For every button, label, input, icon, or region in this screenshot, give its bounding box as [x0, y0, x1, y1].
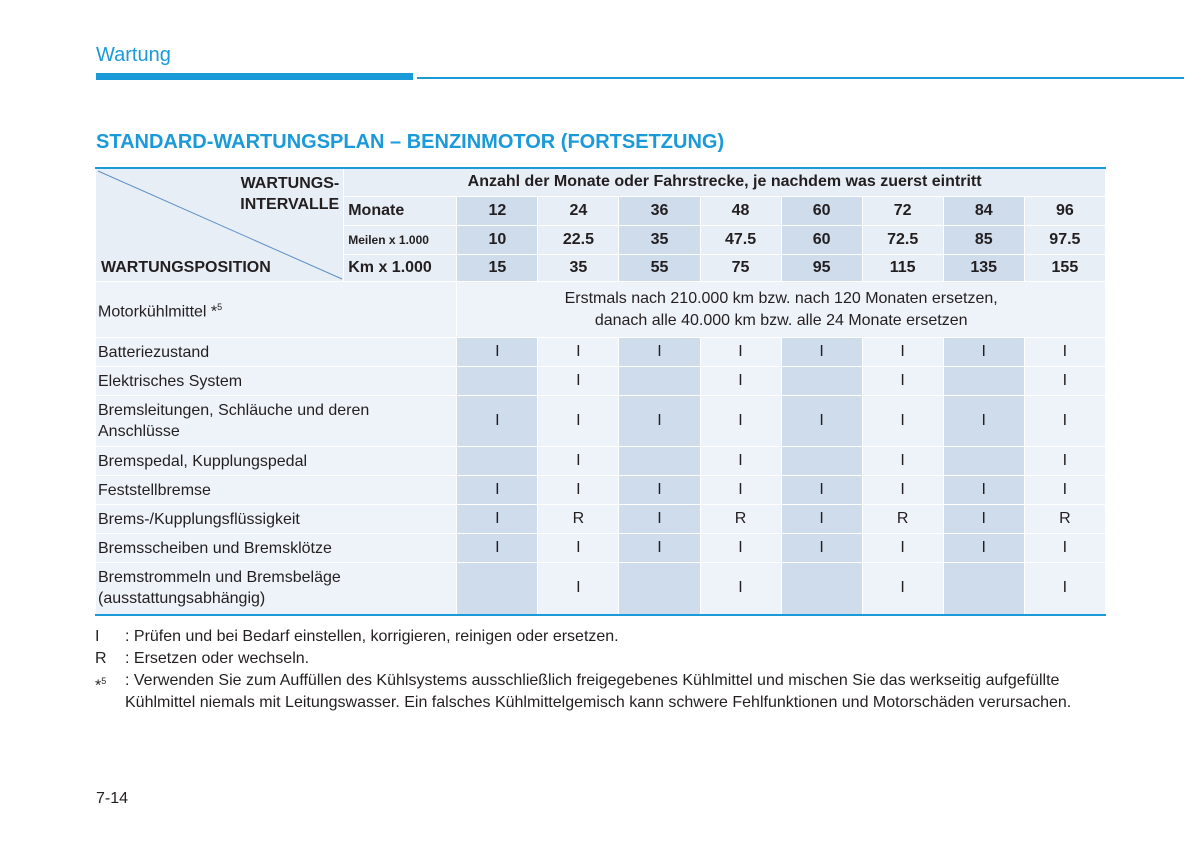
span-header: Anzahl der Monate oder Fahrstrecke, je nachdem was zuerst eintritt [344, 168, 1106, 196]
interval-cell: I [862, 447, 943, 476]
interval-cell [943, 447, 1024, 476]
header-value-cell: 10 [457, 226, 538, 254]
header-value-cell: 24 [538, 196, 619, 225]
row-item-label: Batteriezustand [96, 338, 457, 367]
header-value-cell: 48 [700, 196, 781, 225]
interval-cell: I [781, 476, 862, 505]
note-coolant-sup: 5 [101, 676, 107, 686]
interval-cell: I [1024, 396, 1105, 447]
note-replace [95, 648, 1095, 670]
section-title: Wartung [96, 44, 171, 66]
coolant-footnote-ref: 5 [217, 301, 223, 312]
interval-cell [619, 563, 700, 615]
table-row [96, 447, 1106, 476]
interval-cell: I [1024, 563, 1105, 615]
interval-cell: I [700, 447, 781, 476]
interval-cell: I [538, 534, 619, 563]
header-value-cell: 135 [943, 254, 1024, 281]
interval-cell [457, 563, 538, 615]
note-inspect [95, 626, 1095, 648]
header-label-km: Km x 1.000 [344, 254, 457, 281]
header-value-cell: 84 [943, 196, 1024, 225]
interval-cell: I [943, 396, 1024, 447]
interval-cell: I [700, 476, 781, 505]
interval-cell: I [943, 505, 1024, 534]
header-value-cell: 36 [619, 196, 700, 225]
interval-cell: I [538, 447, 619, 476]
interval-cell: I [700, 338, 781, 367]
interval-cell: I [1024, 476, 1105, 505]
row-item-label: Bremsscheiben und Bremsklötze [96, 534, 457, 563]
interval-cell [781, 447, 862, 476]
legend-notes [95, 626, 1095, 714]
corner-header [96, 168, 344, 282]
coolant-instruction-line1: Erstmals nach 210.000 km bzw. nach 120 Monaten ersetzen, [564, 289, 998, 307]
header-label-meilen: Meilen x 1.000 [344, 226, 457, 254]
header-value-cell: 95 [781, 254, 862, 281]
note-inspect-text: : Prüfen und bei Bedarf einstellen, korrigieren, reinigen oder ersetzen. [125, 628, 619, 645]
interval-cell: I [1024, 447, 1105, 476]
header-value-cell: 60 [781, 226, 862, 254]
header-label-monate: Monate [344, 196, 457, 225]
header-value-cell: 72.5 [862, 226, 943, 254]
header-value-cell: 12 [457, 196, 538, 225]
row-item-label: Bremsleitungen, Schläuche und deren Anschlüsse [96, 396, 457, 447]
header-value-cell: 155 [1024, 254, 1105, 281]
header-value-cell: 85 [943, 226, 1024, 254]
maintenance-table [95, 167, 1106, 616]
interval-cell [781, 563, 862, 615]
interval-cell: I [700, 563, 781, 615]
header-value-cell: 60 [781, 196, 862, 225]
row-item-coolant [96, 282, 457, 338]
note-coolant-asterisk: * [95, 677, 102, 695]
interval-cell: I [457, 338, 538, 367]
interval-cell: R [862, 505, 943, 534]
interval-cell: I [619, 534, 700, 563]
interval-cell [943, 367, 1024, 396]
interval-cell: I [457, 505, 538, 534]
interval-cell: I [700, 367, 781, 396]
interval-cell [457, 447, 538, 476]
header-value-cell: 22.5 [538, 226, 619, 254]
table-row [96, 563, 1106, 615]
interval-cell [619, 447, 700, 476]
interval-cell: I [457, 534, 538, 563]
interval-cell: I [943, 534, 1024, 563]
interval-cell: I [862, 534, 943, 563]
header-value-cell: 96 [1024, 196, 1105, 225]
note-replace-text: : Ersetzen oder wechseln. [125, 650, 310, 667]
interval-cell: R [538, 505, 619, 534]
interval-cell: I [538, 338, 619, 367]
interval-cell: I [538, 396, 619, 447]
interval-cell: I [457, 476, 538, 505]
note-replace-key: R [95, 650, 107, 667]
header-value-cell: 75 [700, 254, 781, 281]
corner-top-line1: WARTUNGS- [240, 175, 340, 192]
header-value-cell: 97.5 [1024, 226, 1105, 254]
interval-cell: I [943, 476, 1024, 505]
interval-cell: I [538, 367, 619, 396]
table-row [96, 505, 1106, 534]
interval-cell: I [1024, 534, 1105, 563]
coolant-label: Motorkühlmittel * [98, 303, 218, 321]
corner-top-label [240, 173, 339, 215]
header-value-cell: 72 [862, 196, 943, 225]
table-row [96, 338, 1106, 367]
interval-cell [619, 367, 700, 396]
interval-cell: I [781, 338, 862, 367]
header-value-cell: 47.5 [700, 226, 781, 254]
page-number: 7-14 [96, 790, 129, 807]
table-row [96, 534, 1106, 563]
interval-cell: I [862, 338, 943, 367]
header-value-cell: 35 [619, 226, 700, 254]
plan-title: STANDARD-WARTUNGSPLAN – BENZINMOTOR (FORTSETZUNG) [96, 131, 725, 153]
header-value-cell: 15 [457, 254, 538, 281]
interval-cell: I [862, 563, 943, 615]
interval-cell: I [1024, 338, 1105, 367]
interval-cell: R [1024, 505, 1105, 534]
interval-cell: I [700, 534, 781, 563]
note-coolant-text: : Verwenden Sie zum Auffüllen des Kühlsystems ausschließlich freigegebenes Kühlmittel und mischen Sie das werkseitig aufgefüllte Kühlmittel niemals mit Leitungswasser. Ein falsches Kühlmittelgemisch kann schwere Fehlfunktionen und Motorschäden verursachen. [125, 672, 1072, 711]
interval-cell: I [538, 476, 619, 505]
interval-cell: I [781, 505, 862, 534]
header-bar-thin [417, 77, 1184, 79]
coolant-instruction [457, 282, 1106, 338]
row-item-label: Feststellbremse [96, 476, 457, 505]
interval-cell: I [619, 505, 700, 534]
interval-cell: I [700, 396, 781, 447]
header-value-cell: 55 [619, 254, 700, 281]
interval-cell: I [862, 367, 943, 396]
row-item-label: Elektrisches System [96, 367, 457, 396]
header-value-cell: 35 [538, 254, 619, 281]
interval-cell: I [781, 534, 862, 563]
interval-cell [781, 367, 862, 396]
interval-cell: I [457, 396, 538, 447]
table-row [96, 476, 1106, 505]
interval-cell: I [619, 338, 700, 367]
interval-cell: I [619, 396, 700, 447]
row-item-label: Bremstrommeln und Bremsbeläge (ausstattungsabhängig) [96, 563, 457, 615]
note-inspect-key: I [95, 628, 100, 645]
interval-cell: I [943, 338, 1024, 367]
corner-bottom-label: WARTUNGSPOSITION [101, 259, 271, 276]
interval-cell: R [700, 505, 781, 534]
row-item-label: Brems-/Kupplungsflüssigkeit [96, 505, 457, 534]
note-coolant-key [95, 670, 125, 714]
interval-cell: I [862, 476, 943, 505]
table-row [96, 396, 1106, 447]
header-value-cell: 115 [862, 254, 943, 281]
interval-cell: I [781, 396, 862, 447]
corner-top-line2: INTERVALLE [240, 196, 340, 213]
interval-cell: I [1024, 367, 1105, 396]
note-coolant [95, 670, 1095, 714]
coolant-instruction-line2: danach alle 40.000 km bzw. alle 24 Monate ersetzen [594, 311, 968, 329]
header-bar-thick [96, 73, 413, 80]
row-item-label: Bremspedal, Kupplungspedal [96, 447, 457, 476]
table-row [96, 367, 1106, 396]
interval-cell: I [538, 563, 619, 615]
interval-cell: I [619, 476, 700, 505]
interval-cell [457, 367, 538, 396]
interval-cell [943, 563, 1024, 615]
interval-cell: I [862, 396, 943, 447]
